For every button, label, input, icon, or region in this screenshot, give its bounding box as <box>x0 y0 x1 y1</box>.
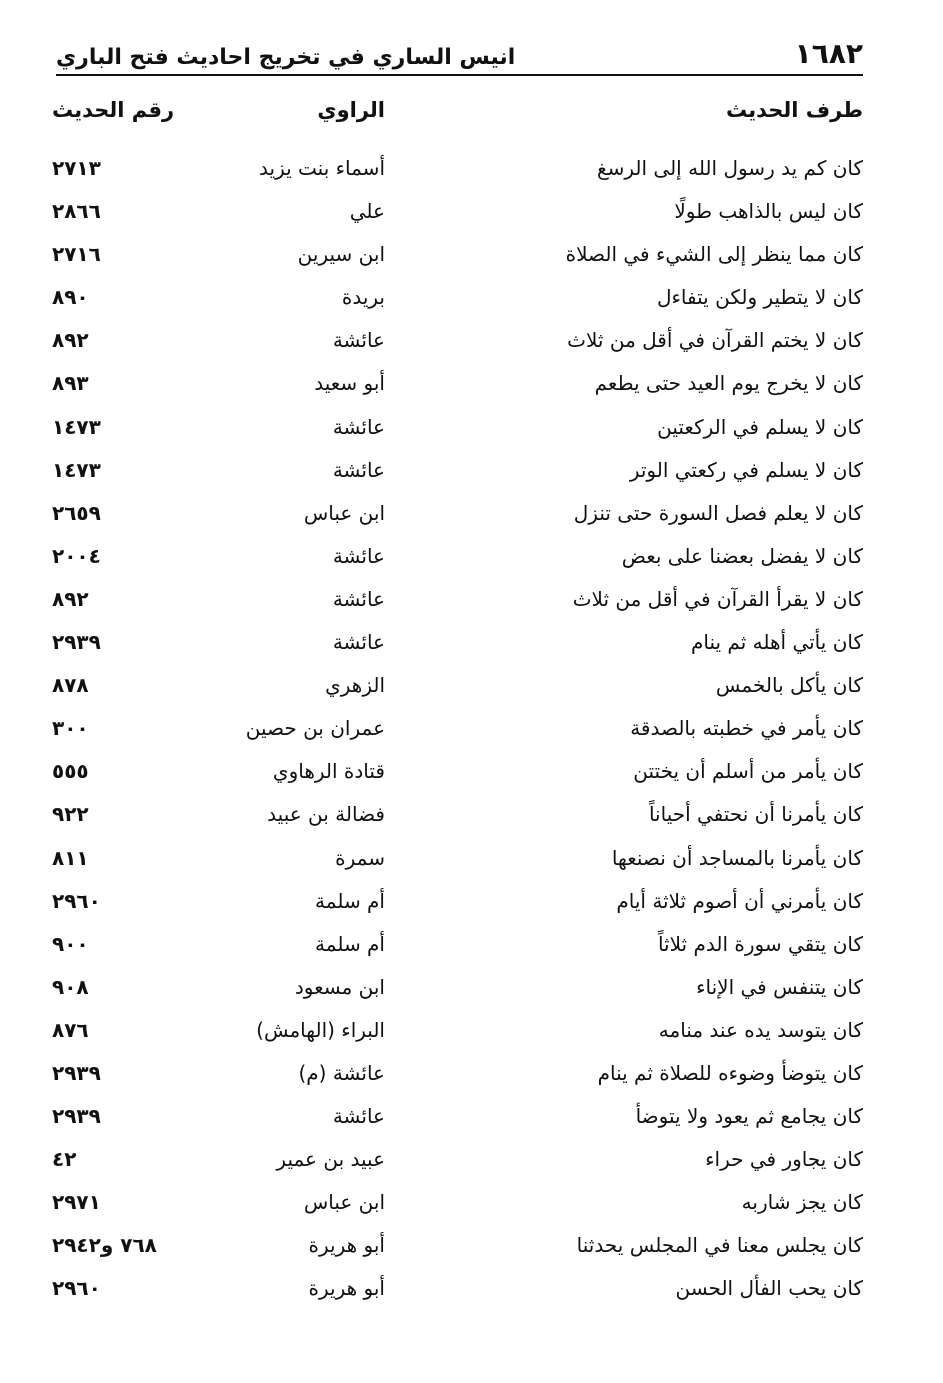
hadith-rawi: عائشة <box>332 543 385 568</box>
table-row <box>40 1139 863 1182</box>
hadith-tarf: كان مما ينظر إلى الشيء في الصلاة <box>565 242 863 267</box>
hadith-rawi: فضالة بن عبيد <box>267 802 385 827</box>
hadith-number: ٢٩٣٩ <box>52 1104 101 1129</box>
table-row <box>40 751 863 794</box>
hadith-tarf: كان يجز شاربه <box>741 1190 863 1215</box>
hadith-number: ٨٩٠ <box>52 285 89 310</box>
hadith-rawi: بريدة <box>341 285 385 310</box>
hadith-rawi: ابن سيرين <box>297 242 385 267</box>
table-row <box>40 493 863 536</box>
hadith-tarf: كان كم يد رسول الله إلى الرسغ <box>596 156 863 180</box>
hadith-tarf: كان يأمرنا أن نحتفي أحياناً <box>648 802 863 827</box>
table-row <box>40 450 863 493</box>
hadith-number: ٢٧١٦ <box>52 242 101 267</box>
hadith-rawi: أبو هريرة <box>308 1276 385 1301</box>
hadith-number: ١٤٧٣ <box>52 414 101 439</box>
table-row <box>40 622 863 665</box>
table-row <box>40 838 863 881</box>
table-row <box>40 1268 863 1311</box>
hadith-number: ٨٩٢ <box>52 586 89 611</box>
hadith-tarf: كان لا يفضل بعضنا على بعض <box>621 543 863 568</box>
hadith-number: ٢٩٧١ <box>52 1190 101 1215</box>
book-title: انيس الساري في تخريج احاديث فتح الباري <box>56 45 516 70</box>
hadith-index-table <box>40 148 863 1312</box>
hadith-number: ٩٠٠ <box>52 931 89 956</box>
column-header-tarf: طرف الحديث <box>725 98 863 122</box>
hadith-number: ٤٢ <box>52 1147 77 1172</box>
table-row <box>40 967 863 1010</box>
hadith-tarf: كان يتوضأ وضوءه للصلاة ثم ينام <box>597 1060 863 1085</box>
hadith-number: ٨٩٣ <box>52 371 89 396</box>
table-row <box>40 191 863 234</box>
table-row <box>40 1096 863 1139</box>
table-row <box>40 708 863 751</box>
hadith-number: ٢٩٣٩ <box>52 630 101 655</box>
table-row <box>40 579 863 622</box>
hadith-number: ٥٥٥ <box>52 759 89 784</box>
table-row <box>40 881 863 924</box>
hadith-tarf: كان يأتي أهله ثم ينام <box>690 630 863 655</box>
hadith-tarf: كان يأمر من أسلم أن يختتن <box>633 759 863 784</box>
hadith-tarf: كان يتوسد يده عند منامه <box>658 1017 863 1042</box>
table-row <box>40 148 863 191</box>
hadith-rawi: عمران بن حصين <box>245 716 385 741</box>
table-row <box>40 1053 863 1096</box>
hadith-tarf: كان يحب الفأل الحسن <box>675 1276 863 1301</box>
hadith-tarf: كان يأمرني أن أصوم ثلاثة أيام <box>616 888 863 913</box>
column-headers <box>40 88 863 132</box>
hadith-rawi: عائشة <box>332 457 385 482</box>
table-row <box>40 320 863 363</box>
column-header-rawi: الراوي <box>317 98 385 122</box>
hadith-tarf: كان لا يسلم في الركعتين <box>657 414 863 439</box>
hadith-rawi: ابن مسعود <box>294 974 385 999</box>
hadith-rawi: عبيد بن عمير <box>276 1147 385 1172</box>
table-row <box>40 794 863 837</box>
table-row <box>40 536 863 579</box>
hadith-number: ٨٧٨ <box>52 673 89 698</box>
hadith-tarf: كان لا يخرج يوم العيد حتى يطعم <box>594 371 863 396</box>
hadith-tarf: كان يتنفس في الإناء <box>696 974 863 999</box>
table-row <box>40 1182 863 1225</box>
hadith-rawi: عائشة <box>332 414 385 439</box>
hadith-number: ٨٩٢ <box>52 328 89 353</box>
hadith-rawi: علي <box>349 199 385 224</box>
table-row <box>40 407 863 450</box>
column-header-raqm: رقم الحديث <box>52 98 175 122</box>
hadith-tarf: كان لا يقرأ القرآن في أقل من ثلاث <box>572 586 863 611</box>
table-row <box>40 924 863 967</box>
hadith-rawi: أم سلمة <box>315 931 385 956</box>
hadith-tarf: كان يأمرنا بالمساجد أن نصنعها <box>611 845 863 870</box>
hadith-rawi: ابن عباس <box>303 1190 385 1215</box>
hadith-rawi: عائشة <box>332 630 385 655</box>
hadith-rawi: ابن عباس <box>303 500 385 525</box>
table-row <box>40 234 863 277</box>
hadith-rawi: أبو هريرة <box>308 1233 385 1258</box>
hadith-number: ٩٠٨ <box>52 974 89 999</box>
hadith-rawi: عائشة <box>332 328 385 353</box>
hadith-tarf: كان يتقي سورة الدم ثلاثاً <box>657 931 863 956</box>
hadith-rawi: قتادة الرهاوي <box>272 759 385 784</box>
hadith-rawi: البراء (الهامش) <box>256 1017 385 1042</box>
header-rule <box>56 74 863 76</box>
hadith-rawi: الزهري <box>325 673 385 698</box>
hadith-rawi: عائشة <box>332 1104 385 1129</box>
hadith-tarf: كان يجلس معنا في المجلس يحدثنا <box>576 1233 863 1258</box>
hadith-rawi: أبو سعيد <box>314 371 385 396</box>
hadith-tarf: كان ليس بالذاهب طولًا <box>674 199 863 224</box>
hadith-tarf: كان يأكل بالخمس <box>715 673 863 698</box>
hadith-tarf: كان يجامع ثم يعود ولا يتوضأ <box>635 1104 863 1129</box>
hadith-rawi: عائشة (م) <box>298 1060 385 1085</box>
hadith-rawi: أسماء بنت يزيد <box>259 156 385 180</box>
hadith-number: ١٤٧٣ <box>52 457 101 482</box>
hadith-number: ٢٧١٣ <box>52 156 101 180</box>
table-row <box>40 363 863 406</box>
hadith-number: ٩٢٢ <box>52 802 89 827</box>
hadith-tarf: كان يجاور في حراء <box>705 1147 863 1172</box>
table-row <box>40 1225 863 1268</box>
hadith-number: ٢٨٦٦ <box>52 199 101 224</box>
hadith-rawi: عائشة <box>332 586 385 611</box>
hadith-tarf: كان لا يتطير ولكن يتفاءل <box>657 285 863 310</box>
hadith-number: ٣٠٠ <box>52 716 89 741</box>
running-head <box>56 30 863 70</box>
hadith-number: ٢٩٣٩ <box>52 1060 101 1085</box>
hadith-number: ٢٦٥٩ <box>52 500 101 525</box>
hadith-number: ٢٩٦٠ <box>52 1276 101 1301</box>
table-row <box>40 277 863 320</box>
hadith-number: ٢٩٦٠ <box>52 888 101 913</box>
hadith-number: ٨٧٦ <box>52 1017 89 1042</box>
hadith-rawi: سمرة <box>335 845 385 870</box>
hadith-tarf: كان لا يختم القرآن في أقل من ثلاث <box>567 328 863 353</box>
table-row <box>40 665 863 708</box>
hadith-tarf: كان يأمر في خطبته بالصدقة <box>630 716 863 741</box>
table-row <box>40 1010 863 1053</box>
hadith-number: ٧٦٨ و٢٩٤٢ <box>52 1233 157 1258</box>
hadith-number: ٨١١ <box>52 845 89 870</box>
page-number: ١٦٨٢ <box>794 37 863 70</box>
hadith-tarf: كان لا يعلم فصل السورة حتى تنزل <box>573 500 863 525</box>
hadith-tarf: كان لا يسلم في ركعتي الوتر <box>629 457 863 482</box>
hadith-rawi: أم سلمة <box>315 888 385 913</box>
hadith-number: ٢٠٠٤ <box>52 543 101 568</box>
